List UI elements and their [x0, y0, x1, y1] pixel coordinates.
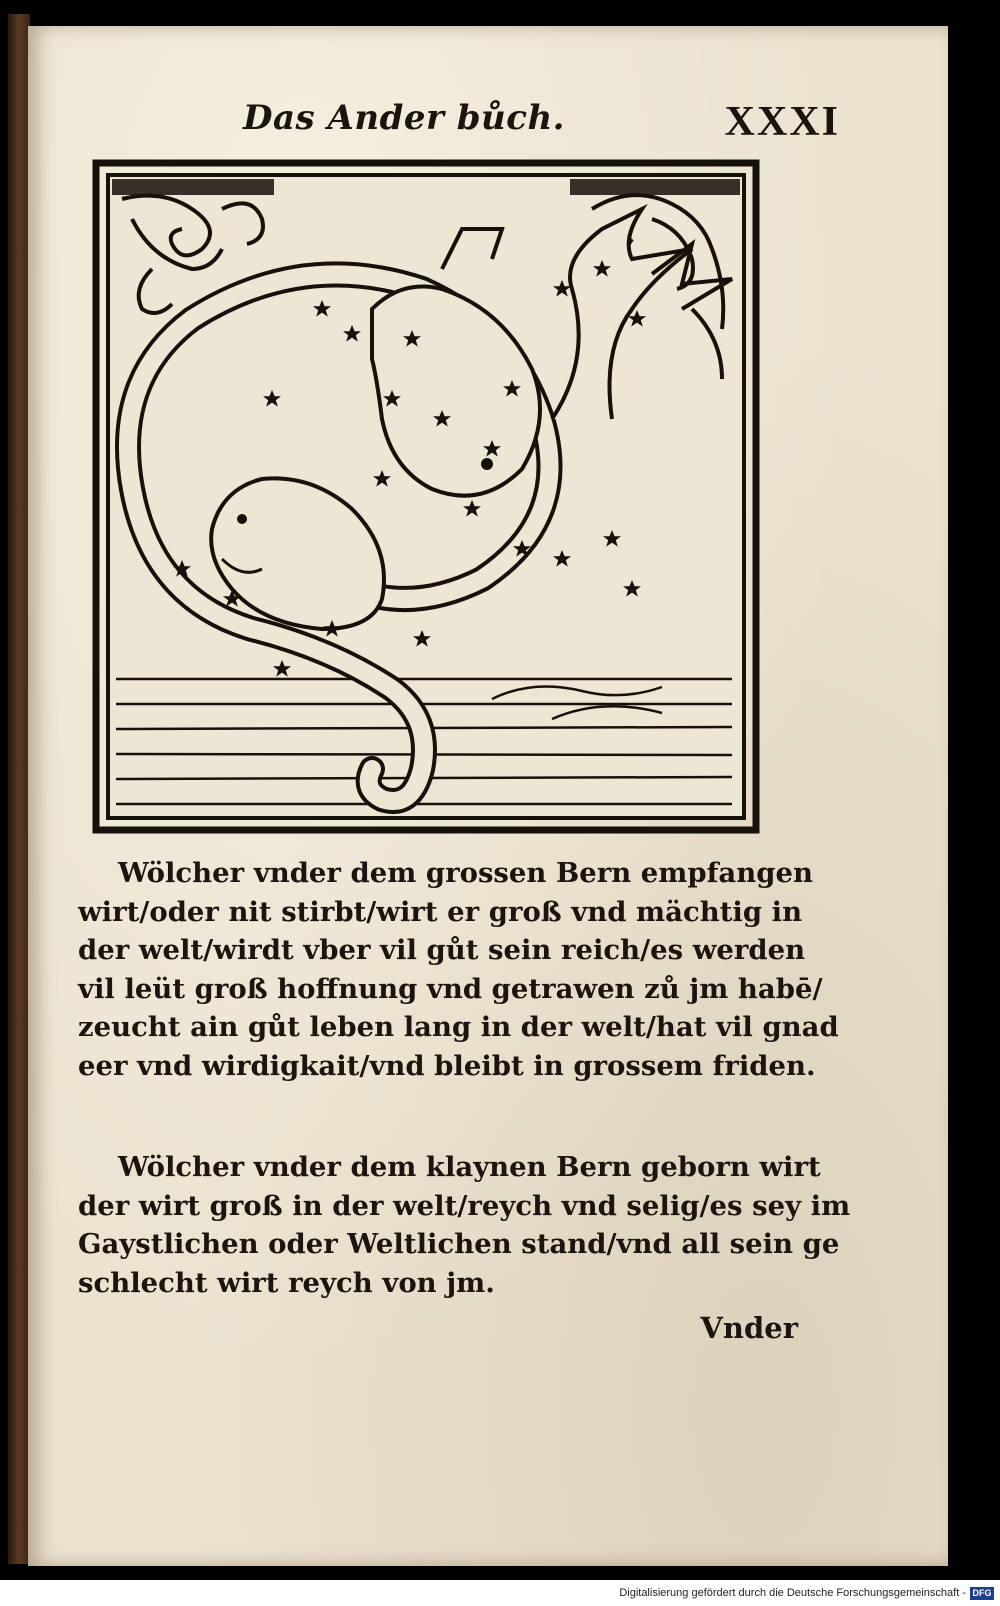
book-page-edge [8, 14, 30, 1564]
text-line: Gaystlichen oder Weltlichen stand/vnd all sein ge [78, 1228, 840, 1260]
text-line: der wirt groß in der welt/reych vnd selig/es sey im [78, 1189, 851, 1222]
text-line: Wölcher vnder dem grossen Bern empfangen [118, 857, 813, 889]
catchword: Vnder [700, 1311, 798, 1345]
paragraph-1 [78, 854, 858, 1085]
paragraph-2 [78, 1148, 858, 1302]
text-line: vil leüt groß hoffnung vnd getrawen zů jm habē/ [78, 972, 823, 1005]
dfg-logo: DFG [970, 1587, 994, 1600]
text-line: zeucht ain gůt leben lang in der welt/hat vil gnad [78, 1011, 839, 1043]
folio-number: XXXI [724, 99, 840, 145]
footer-strip [0, 1580, 1000, 1606]
text-line: wirt/oder nit stirbt/wirt er groß vnd mächtig in [78, 895, 803, 928]
woodcut-illustration-dragon-constellation [92, 159, 760, 834]
text-line: Wölcher vnder dem klaynen Bern geborn wirt [118, 1151, 821, 1183]
text-line: eer vnd wirdigkait/vnd bleibt in grossem friden. [78, 1049, 816, 1082]
text-line: schlecht wirt reych von jm. [78, 1266, 495, 1299]
running-head: Das Ander bůch. [243, 98, 565, 138]
book-page [28, 26, 948, 1566]
digitization-credit: Digitalisierung gefördert durch die Deutsche Forschungsgemeinschaft - [619, 1587, 966, 1599]
text-line: der welt/wirdt vber vil gůt sein reich/es werden [78, 934, 806, 966]
